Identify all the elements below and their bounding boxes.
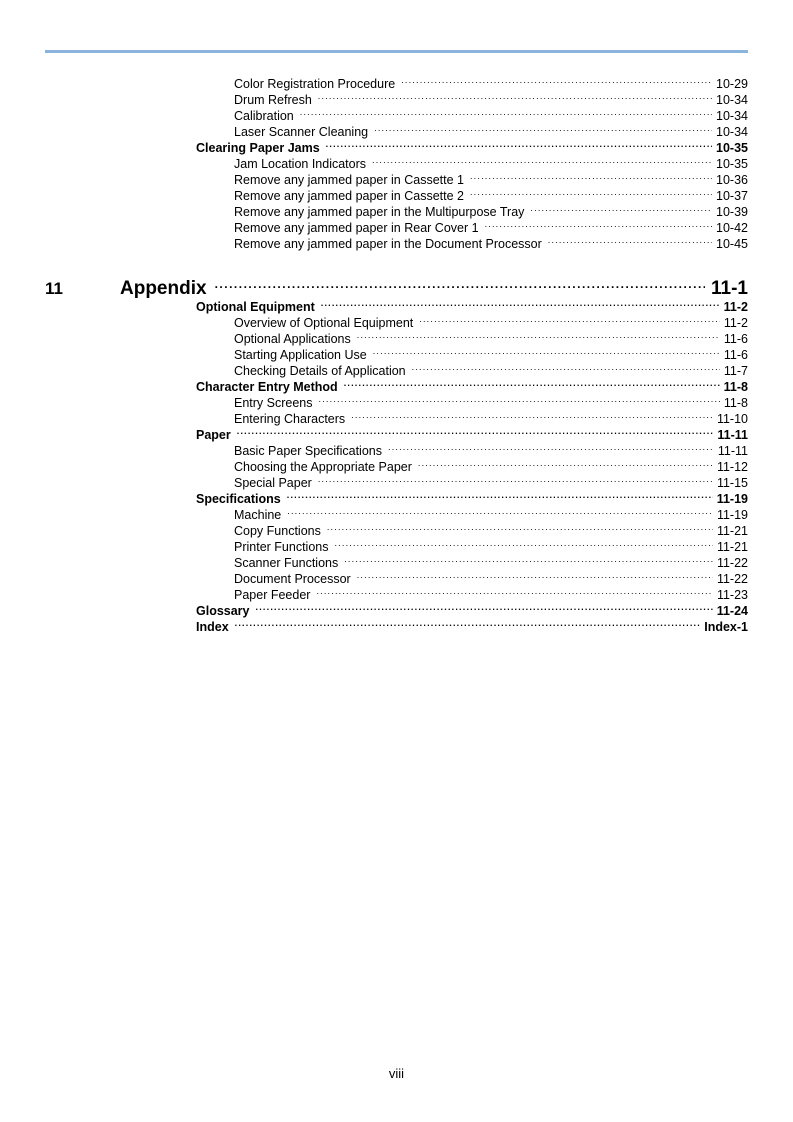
- toc-entry-page: 10-39: [716, 205, 748, 219]
- toc-entry-title: Specifications: [196, 492, 281, 506]
- leader-dots: [316, 583, 713, 599]
- toc-entry-page: 11-10: [716, 412, 748, 426]
- toc-entry-page: 11-8: [723, 380, 748, 394]
- toc-entry-title: Machine: [234, 508, 282, 522]
- toc-entry-page: 10-34: [716, 93, 748, 107]
- leader-dots: [357, 327, 720, 343]
- leader-dots: [344, 375, 720, 391]
- toc-entry-title: Remove any jammed paper in Cassette 2: [234, 189, 464, 203]
- leader-dots: [485, 216, 712, 232]
- toc-entry-title: Checking Details of Application: [234, 364, 406, 378]
- toc-entry-page: 10-45: [716, 237, 748, 251]
- toc-subsection-entry[interactable]: [234, 184, 748, 203]
- toc-subsection-entry[interactable]: [234, 200, 748, 219]
- chapter-number: 11: [45, 279, 63, 298]
- toc-entry-page: 10-37: [716, 189, 748, 203]
- toc-entry-page: 10-42: [716, 221, 748, 235]
- toc-entry-title: Jam Location Indicators: [234, 157, 367, 171]
- leader-dots: [300, 104, 712, 120]
- leader-dots: [419, 311, 720, 327]
- toc-section-entry[interactable]: [196, 136, 748, 155]
- toc-subsection-entry[interactable]: [234, 391, 748, 410]
- toc-entry-page: 10-36: [716, 173, 748, 187]
- toc-section-entry[interactable]: [196, 599, 748, 618]
- toc-subsection-entry[interactable]: [234, 583, 748, 602]
- toc-subsection-entry[interactable]: [234, 535, 748, 554]
- toc-entry-title: Calibration: [234, 109, 294, 123]
- leader-dots: [401, 72, 712, 88]
- toc-subsection-entry[interactable]: [234, 168, 748, 187]
- toc-entry-title: Laser Scanner Cleaning: [234, 125, 369, 139]
- toc-entry-page: 11-15: [716, 476, 748, 490]
- leader-dots: [327, 519, 713, 535]
- toc-entry-title: Paper: [196, 428, 231, 442]
- toc-subsection-entry[interactable]: [234, 519, 748, 538]
- toc-subsection-entry[interactable]: [234, 551, 748, 570]
- toc-section-entry[interactable]: [196, 295, 748, 314]
- leader-dots: [256, 599, 713, 615]
- toc-entry-title: Entering Characters: [234, 412, 346, 426]
- leader-dots: [237, 423, 714, 439]
- toc-entry-title: Remove any jammed paper in Cassette 1: [234, 173, 464, 187]
- toc-entry-title: Drum Refresh: [234, 93, 312, 107]
- chapter-heading[interactable]: [45, 270, 748, 299]
- leader-dots: [412, 359, 720, 375]
- toc-subsection-entry[interactable]: [234, 327, 748, 346]
- toc-subsection-entry[interactable]: [234, 439, 748, 458]
- leader-dots: [388, 439, 714, 455]
- toc-entry-title: Color Registration Procedure: [234, 77, 396, 91]
- toc-entry-page: 10-34: [716, 125, 748, 139]
- toc-entry-title: Remove any jammed paper in Rear Cover 1: [234, 221, 479, 235]
- leader-dots: [418, 455, 713, 471]
- toc-entry-page: 11-6: [723, 332, 748, 346]
- toc-entry-title: Optional Equipment: [196, 300, 315, 314]
- toc-entry-title: Index: [196, 620, 229, 634]
- toc-section-entry[interactable]: [196, 423, 748, 442]
- toc-subsection-entry[interactable]: [234, 120, 748, 139]
- leader-dots: [334, 535, 712, 551]
- toc-entry-title: Entry Screens: [234, 396, 313, 410]
- toc-entry-page: 10-29: [716, 77, 748, 91]
- toc-entry-page: 11-22: [716, 572, 748, 586]
- toc-entry-page: 11-23: [716, 588, 748, 602]
- toc-entry-title: Copy Functions: [234, 524, 321, 538]
- leader-dots: [287, 487, 713, 503]
- toc-subsection-entry[interactable]: [234, 88, 748, 107]
- toc-section-entry[interactable]: [196, 615, 748, 634]
- toc-entry-page: 11-19: [716, 492, 748, 506]
- leader-dots: [319, 391, 720, 407]
- leader-dots: [372, 152, 712, 168]
- toc-entry-page: 11-11: [717, 444, 748, 458]
- toc-entry-page: 11-12: [716, 460, 748, 474]
- toc-entry-page: 11-6: [723, 348, 748, 362]
- toc-subsection-entry[interactable]: [234, 311, 748, 330]
- toc-entry-page: 11-7: [723, 364, 748, 378]
- leader-dots: [373, 343, 720, 359]
- toc-section-entry[interactable]: [196, 487, 748, 506]
- toc-entry-title: Paper Feeder: [234, 588, 311, 602]
- toc-entry-page: 11-22: [716, 556, 748, 570]
- toc-entry-title: Remove any jammed paper in the Multipurpose Tray: [234, 205, 525, 219]
- leader-dots: [548, 232, 712, 248]
- leader-dots: [318, 471, 713, 487]
- leader-dots: [374, 120, 712, 136]
- toc-entry-page: 11-21: [716, 524, 748, 538]
- leader-dots: [215, 270, 705, 294]
- leader-dots: [344, 551, 713, 567]
- toc-subsection-entry[interactable]: [234, 471, 748, 490]
- toc-entry-page: 11-24: [716, 604, 748, 618]
- toc-subsection-entry[interactable]: [234, 343, 748, 362]
- chapter-title: Appendix: [120, 278, 207, 299]
- toc-section-entry[interactable]: [196, 375, 748, 394]
- leader-dots: [321, 295, 720, 311]
- toc-entry-title: Choosing the Appropriate Paper: [234, 460, 412, 474]
- toc-entry-title: Starting Application Use: [234, 348, 367, 362]
- toc-entry-title: Remove any jammed paper in the Document Processor: [234, 237, 542, 251]
- leader-dots: [470, 184, 712, 200]
- toc-entry-page: 11-21: [716, 540, 748, 554]
- toc-entry-page: 10-34: [716, 109, 748, 123]
- toc-subsection-entry[interactable]: [234, 152, 748, 171]
- toc-subsection-entry[interactable]: [234, 455, 748, 474]
- toc-entry-page: 11-2: [723, 300, 748, 314]
- leader-dots: [357, 567, 713, 583]
- toc-subsection-entry[interactable]: [234, 216, 748, 235]
- toc-subsection-entry[interactable]: [234, 232, 748, 251]
- leader-dots: [235, 615, 701, 631]
- toc-entry-page: 11-19: [716, 508, 748, 522]
- toc-entry-title: Printer Functions: [234, 540, 329, 554]
- toc-entry-page: Index-1: [704, 620, 748, 634]
- leader-dots: [470, 168, 712, 184]
- leader-dots: [318, 88, 712, 104]
- leader-dots: [351, 407, 713, 423]
- toc-subsection-entry[interactable]: [234, 104, 748, 123]
- chapter-page: 11-1: [711, 278, 748, 299]
- toc-entry-title: Overview of Optional Equipment: [234, 316, 414, 330]
- toc-entry-title: Special Paper: [234, 476, 312, 490]
- header-rule: [45, 50, 748, 53]
- toc-entry-title: Glossary: [196, 604, 250, 618]
- leader-dots: [530, 200, 712, 216]
- leader-dots: [287, 503, 713, 519]
- toc-entry-title: Optional Applications: [234, 332, 351, 346]
- toc-subsection-entry[interactable]: [234, 72, 748, 91]
- toc-entry-page: 10-35: [716, 141, 748, 155]
- leader-dots: [326, 136, 712, 152]
- toc-entry-page: 10-35: [716, 157, 748, 171]
- toc-entry-title: Document Processor: [234, 572, 351, 586]
- toc-entry-title: Character Entry Method: [196, 380, 338, 394]
- toc-entry-title: Basic Paper Specifications: [234, 444, 382, 458]
- toc-entry-page: 11-8: [723, 396, 748, 410]
- toc-subsection-entry[interactable]: [234, 567, 748, 586]
- toc-entry-title: Clearing Paper Jams: [196, 141, 320, 155]
- toc-subsection-entry[interactable]: [234, 407, 748, 426]
- toc-subsection-entry[interactable]: [234, 359, 748, 378]
- page-number: viii: [388, 1066, 405, 1081]
- toc-entry-page: 11-2: [723, 316, 748, 330]
- toc-subsection-entry[interactable]: [234, 503, 748, 522]
- toc-entry-title: Scanner Functions: [234, 556, 339, 570]
- toc-entry-page: 11-11: [717, 428, 748, 442]
